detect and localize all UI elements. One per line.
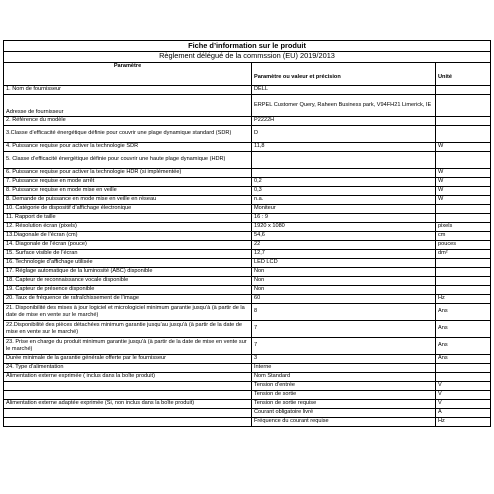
supply-spec-unit: Hz — [436, 417, 491, 426]
unit-cell — [436, 213, 491, 222]
supply-internal-label: Alimentation externe exprimée ( inclus dans la boîte produit) — [4, 372, 252, 381]
table-row — [4, 222, 491, 231]
unit-cell — [436, 204, 491, 213]
value-cell — [252, 168, 436, 177]
param-cell: 12. Résolution écran (pixels) — [4, 222, 252, 231]
header-unit: Unité — [436, 62, 491, 85]
param-cell: 18. Capteur de reconnaissance vocale disponible — [4, 276, 252, 285]
product-information-sheet — [3, 40, 491, 427]
supply-label-cell — [4, 408, 252, 417]
table-row — [4, 186, 491, 195]
supply-spec-unit: V — [436, 381, 491, 390]
sheet-title: Fiche d’information sur le produit — [4, 41, 491, 52]
value-cell: 0,3 — [252, 186, 436, 195]
param-cell: 8. Demande de puissance en mode mise en veille en réseau — [4, 195, 252, 204]
header-param: Paramètre — [4, 62, 252, 85]
param-cell: 5. Classe d’efficacité énergétique définie pour couvrir une haute plage dynamique (HDR) — [4, 151, 252, 168]
value-cell: 11,8 — [252, 142, 436, 151]
table-row — [4, 151, 491, 168]
unit-cell — [436, 125, 491, 142]
table-row — [4, 195, 491, 204]
table-row — [4, 204, 491, 213]
param-cell: 8. Puissance requise en mode mise en veille — [4, 186, 252, 195]
value-cell: 1920 x 1080 — [252, 222, 436, 231]
param-cell: 11. Rapport de taille — [4, 213, 252, 222]
table-row — [4, 94, 491, 116]
unit-cell — [436, 151, 491, 168]
supply-row — [4, 381, 491, 390]
unit-cell — [436, 276, 491, 285]
header-row — [4, 62, 491, 85]
table-row — [4, 116, 491, 125]
table-row — [4, 85, 491, 94]
sheet-subtitle: Règlement délégué de la commssion (EU) 2019/2013 — [4, 51, 491, 62]
param-cell: 21. Disponibilité des mises à jour logiciel et micrologiciel minimum garantie jusqu’à (à partir de la date de mise en vente sur le marché) — [4, 303, 252, 320]
supply-row — [4, 372, 491, 381]
table-row — [4, 285, 491, 294]
value-cell: 7 — [252, 337, 436, 354]
value-cell: n.a. — [252, 195, 436, 204]
param-cell: 7. Puissance requise en mode arrêt — [4, 177, 252, 186]
unit-cell: Ans — [436, 320, 491, 337]
unit-cell: W — [436, 142, 491, 151]
param-cell: 4. Puissance requise pour activer la technologie SDR — [4, 142, 252, 151]
unit-cell: W — [436, 195, 491, 204]
supply-spec-name: Tension de sortie requise — [252, 399, 436, 408]
supply-spec-name: Fréquence du courant requise — [252, 417, 436, 426]
value-cell: 16 : 9 — [252, 213, 436, 222]
unit-cell — [436, 285, 491, 294]
table-row — [4, 294, 491, 303]
param-cell: 6. Puissance requise pour activer la technologie HDR (si implémentée) — [4, 168, 252, 177]
value-cell: LED LCD — [252, 258, 436, 267]
table-row — [4, 240, 491, 249]
table-row — [4, 249, 491, 258]
supply-row — [4, 408, 491, 417]
value-cell: Non — [252, 276, 436, 285]
unit-cell: cm — [436, 231, 491, 240]
value-cell — [252, 151, 436, 168]
param-cell: 3.Classe d’efficacité énergétique définie pour couvrir une plage dynamique standard (SDR) — [4, 125, 252, 142]
table-row — [4, 213, 491, 222]
supply-spec-unit — [436, 372, 491, 381]
unit-cell: W — [436, 186, 491, 195]
param-cell: Adresse de fournisseur — [4, 94, 252, 116]
unit-cell: Ans — [436, 303, 491, 320]
table-row — [4, 125, 491, 142]
supply-spec-unit: V — [436, 390, 491, 399]
table-row — [4, 142, 491, 151]
unit-cell: Ans — [436, 354, 491, 363]
table-row — [4, 168, 491, 177]
supply-label-cell — [4, 381, 252, 390]
table-row — [4, 177, 491, 186]
param-cell: 1. Nom de fournisseur — [4, 85, 252, 94]
value-cell: ERPEL Customer Query, Raheen Business park, V94FH21 Limerick, IE — [252, 94, 436, 116]
table-row — [4, 320, 491, 337]
table-row — [4, 337, 491, 354]
supply-row — [4, 417, 491, 426]
param-cell: 20. Taux de fréquence de rafraîchissement de l’image — [4, 294, 252, 303]
supply-spec-unit: V — [436, 399, 491, 408]
value-cell: 60 — [252, 294, 436, 303]
value-cell: Non — [252, 267, 436, 276]
param-cell: 17. Réglage automatique de la luminosité (ABC) disponible — [4, 267, 252, 276]
value-cell: 12,7 — [252, 249, 436, 258]
supply-label-cell — [4, 390, 252, 399]
unit-cell: dm² — [436, 249, 491, 258]
header-value: Paramètre ou valeur et précision — [252, 62, 436, 85]
table-row — [4, 231, 491, 240]
unit-cell — [436, 116, 491, 125]
value-cell: Non — [252, 285, 436, 294]
supply-spec-unit: A — [436, 408, 491, 417]
param-cell: Durée minimale de la garantie générale offerte par le fournisseur — [4, 354, 252, 363]
value-cell: DELL — [252, 85, 436, 94]
supply-spec-name: Tension d’entrée — [252, 381, 436, 390]
table-row — [4, 267, 491, 276]
value-cell: 0,2 — [252, 177, 436, 186]
subtitle-row — [4, 51, 491, 62]
param-cell: 10. Catégorie de dispositif d’affichage électronique — [4, 204, 252, 213]
unit-cell — [436, 258, 491, 267]
unit-cell — [436, 267, 491, 276]
value-cell: 8 — [252, 303, 436, 320]
unit-cell: pouces — [436, 240, 491, 249]
value-cell: P2222H — [252, 116, 436, 125]
param-cell: 16. Technologie d’affichage utilisée — [4, 258, 252, 267]
unit-cell — [436, 363, 491, 372]
value-cell: 3 — [252, 354, 436, 363]
param-cell: 19. Capteur de présence disponible — [4, 285, 252, 294]
unit-cell: Hz — [436, 294, 491, 303]
supply-label-cell — [4, 417, 252, 426]
table-row — [4, 276, 491, 285]
table-row — [4, 363, 491, 372]
unit-cell: Ans — [436, 337, 491, 354]
param-cell: 15. Surface visible de l’écran — [4, 249, 252, 258]
value-cell: D — [252, 125, 436, 142]
param-cell: 22.Disponibilité des pièces détachées minimum garantie jusqu’au jusqu’à (à partir de la date de mise en vente sur le marché) — [4, 320, 252, 337]
title-row — [4, 41, 491, 52]
supply-spec-name: Tension de sortie — [252, 390, 436, 399]
param-cell: 13.Diagonale de l’écran (cm) — [4, 231, 252, 240]
unit-cell — [436, 85, 491, 94]
unit-cell: W — [436, 168, 491, 177]
param-cell: 2. Référence du modèle — [4, 116, 252, 125]
param-cell: 14. Diagonale de l’écran (pouce) — [4, 240, 252, 249]
table-row — [4, 258, 491, 267]
supply-external-label: Alimentation externe adaptée exprimée (Si, non inclus dans la boîte produit) — [4, 399, 252, 408]
supply-row — [4, 399, 491, 408]
table-row — [4, 354, 491, 363]
supply-spec-name: Courant obligatoire livré — [252, 408, 436, 417]
supply-row — [4, 390, 491, 399]
value-cell: 54,6 — [252, 231, 436, 240]
param-cell: 23. Prise en charge du produit minimum garantie jusqu’à (à partir de la date de mise en vente sur le marché) — [4, 337, 252, 354]
value-cell: Interne — [252, 363, 436, 372]
value-cell: Moniteur — [252, 204, 436, 213]
table-row — [4, 303, 491, 320]
supply-spec-name: Nom Standard — [252, 372, 436, 381]
value-cell: 7 — [252, 320, 436, 337]
param-cell: 24. Type d’alimentation — [4, 363, 252, 372]
value-cell: 22 — [252, 240, 436, 249]
unit-cell — [436, 94, 491, 116]
unit-cell: pixels — [436, 222, 491, 231]
unit-cell: W — [436, 177, 491, 186]
